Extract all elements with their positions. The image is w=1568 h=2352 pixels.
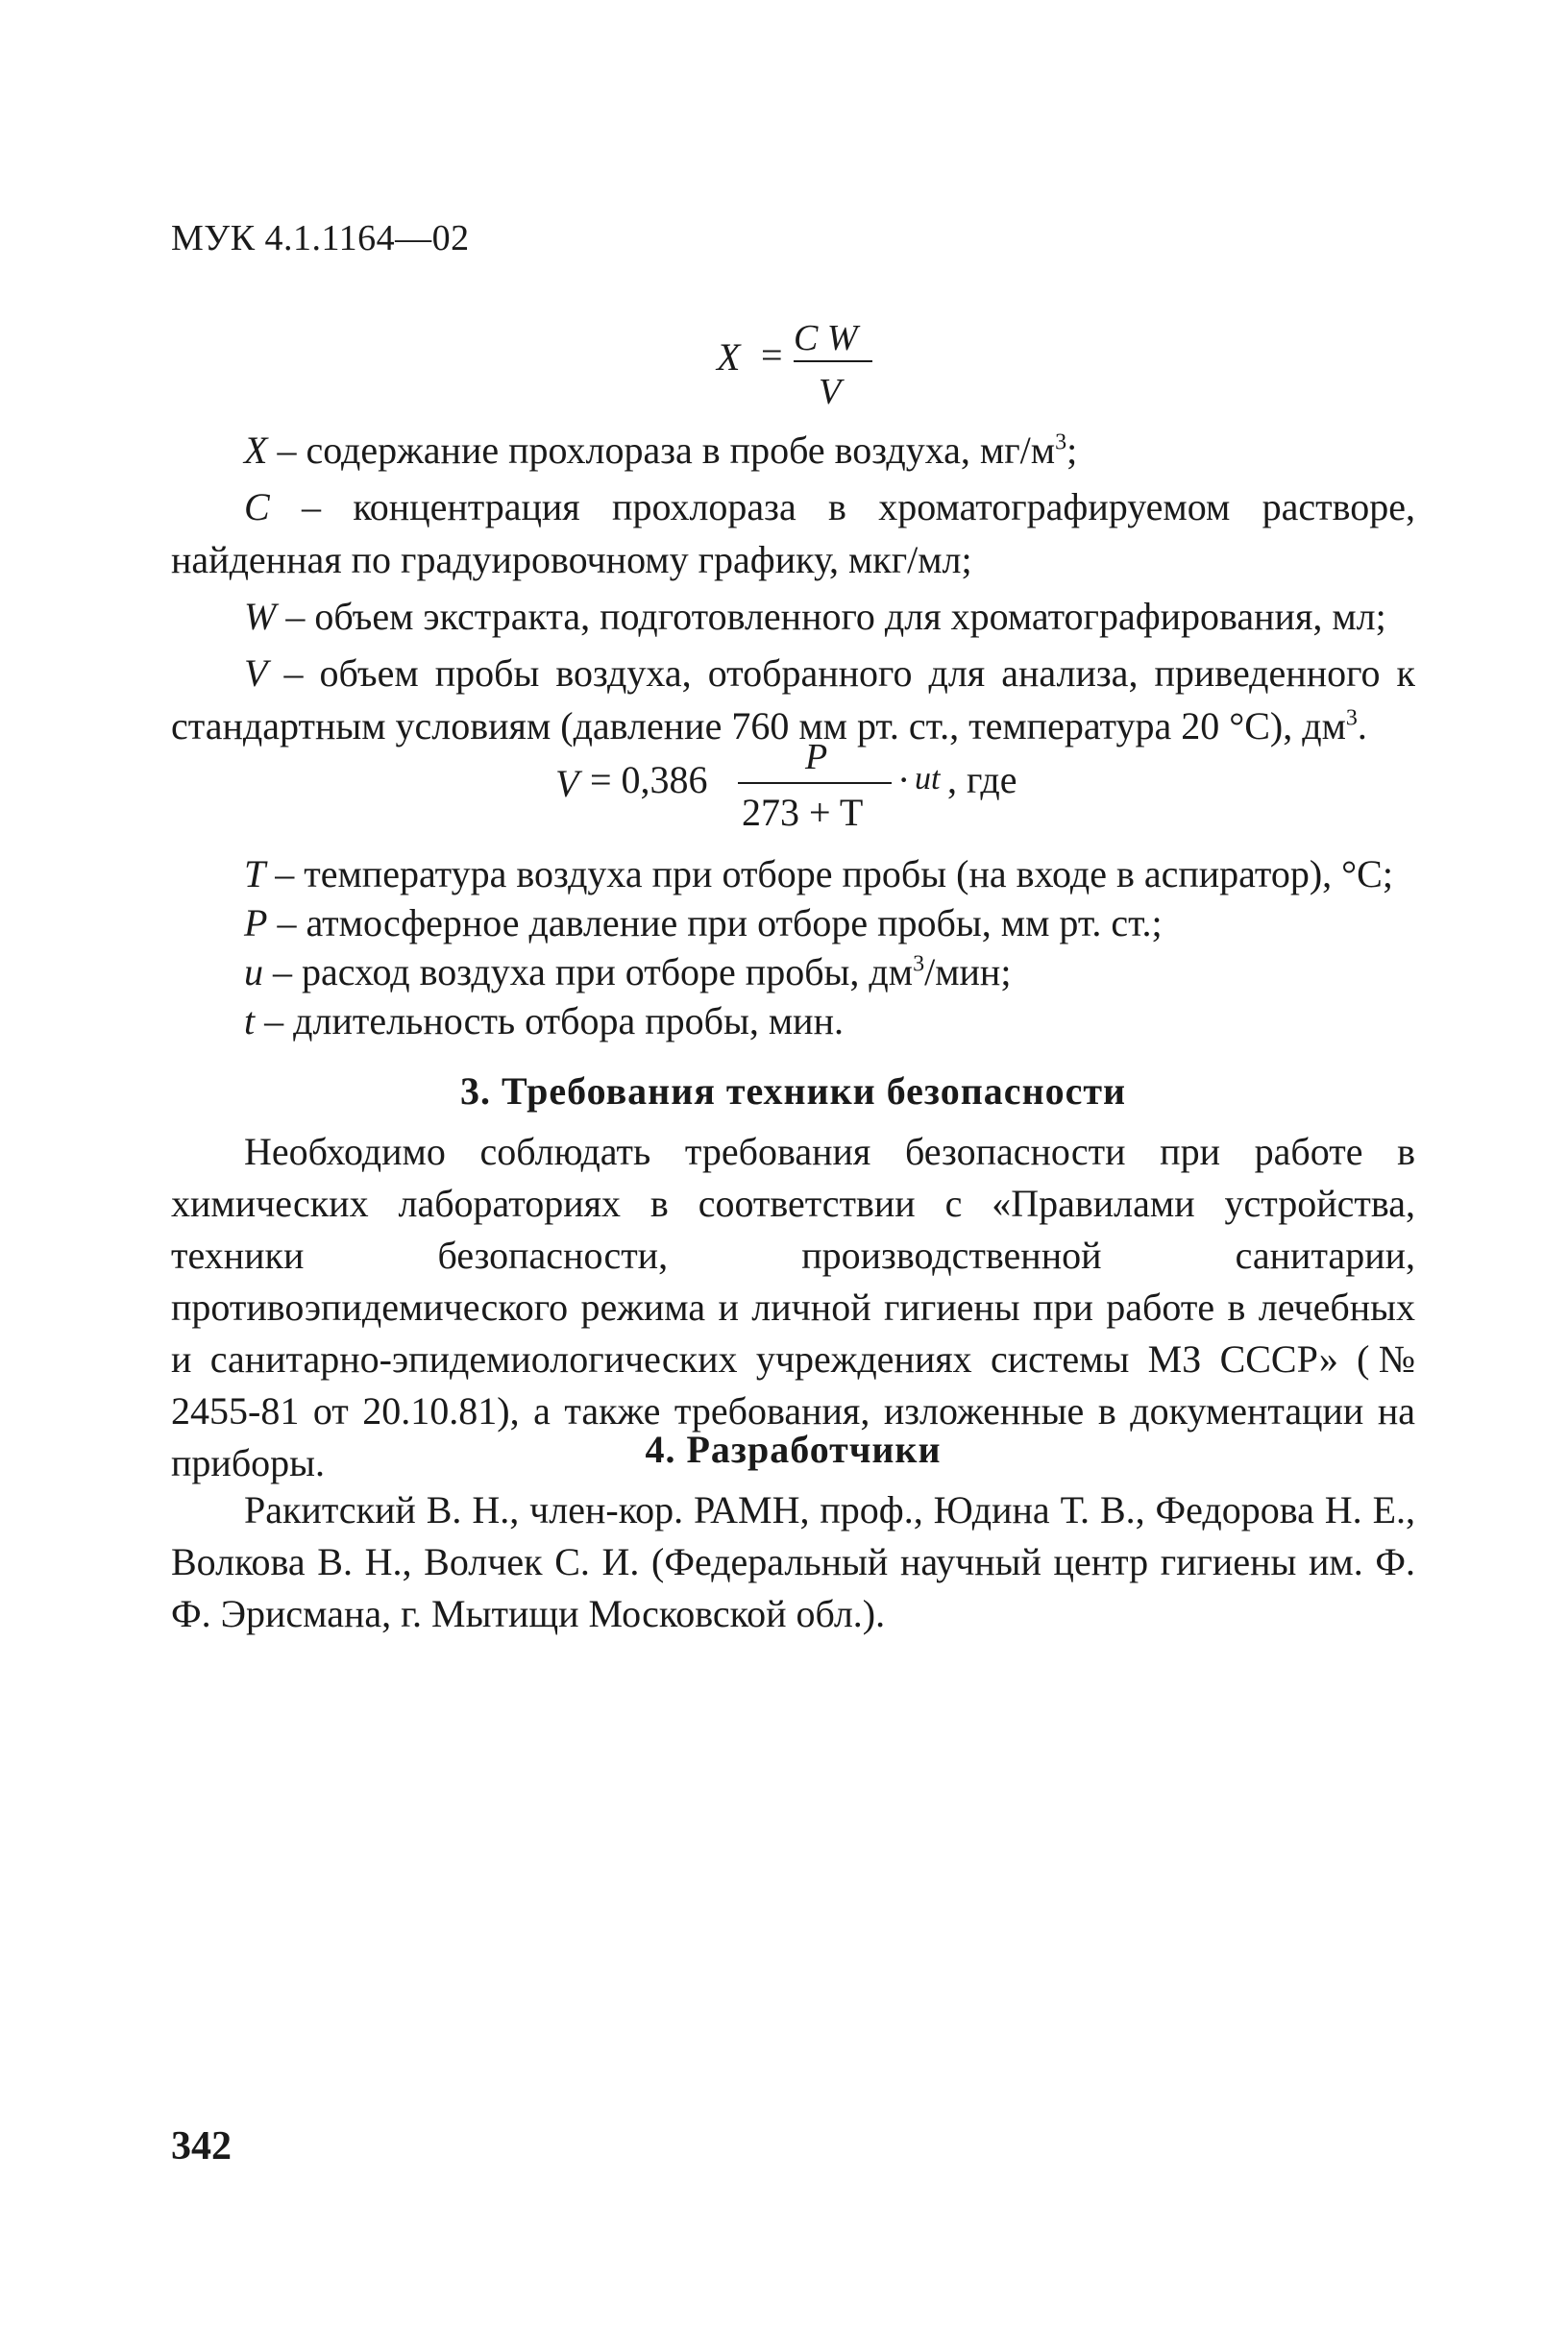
formula2-denominator: 273 + T	[742, 791, 864, 834]
definition-w: W – объем экстракта, подготовленного для хроматографирования, мл;	[244, 595, 1386, 638]
formula1-numerator: C W	[794, 318, 858, 358]
formula2-dot: ·	[897, 758, 911, 801]
definitions-block-2	[171, 847, 1415, 1047]
section-4-heading: 4. Разработчики	[645, 1428, 942, 1471]
section-4-paragraph: Ракитский В. Н., член-кор. РАМН, проф., Юдина Т. В., Федорова Н. Е., Волкова В. Н., Волчек С. И. (Федеральный научный центр гигиены им. Ф. Ф. Эрисмана, г. Мытищи Московской обл.).	[171, 1488, 1415, 1635]
definition-p-pressure: P – атмосферное давление при отборе пробы, мм рт. ст.;	[244, 901, 1163, 944]
section-3-paragraph: Необходимо соблюдать требования безопасности при работе в химических лабораториях в соответствии с «Правилами устройства, техники безопасности, производственной санитарии, противоэпидемического режима и личной гигиены при работе в лечебных и санитарно-эпидемиологических учреждениях системы МЗ СССР» (№ 2455-81 от 20.10.81), а также требования, изложенные в документации на приборы.	[171, 1130, 1415, 1484]
formula2-fraction-bar	[738, 782, 892, 784]
document-code: МУК 4.1.1164—02	[171, 218, 470, 258]
definition-c: C – концентрация прохлораза в хроматографируемом растворе, найденная по градуировочному графику, мкг/мл;	[171, 485, 1415, 581]
formula-air-volume	[0, 0, 1568, 865]
formula1-lhs: X	[717, 335, 741, 379]
formula1-denominator: V	[819, 372, 842, 412]
definition-t-duration: t – длительность отбора пробы, мин.	[244, 999, 844, 1042]
formula2-ut: ut	[915, 761, 941, 796]
definition-x: X – содержание прохлораза в пробе воздуха, $мг/м^3$;	[244, 429, 1078, 472]
definition-t-temperature: T – температура воздуха при отборе пробы (на входе в аспиратор), °С;	[244, 852, 1393, 895]
formula2-numerator: P	[805, 737, 828, 777]
section-3-heading: 3. Требования техники безопасности	[459, 1069, 1127, 1113]
formula1-equals: =	[761, 333, 783, 377]
formula2-where: , где	[947, 758, 1017, 801]
page-number: 342	[171, 2124, 232, 2168]
formula2-lhs: V	[555, 762, 579, 805]
formula2-coefficient: = 0,386	[590, 758, 708, 801]
section-4-body	[171, 1484, 1415, 1640]
definition-v: V – объем пробы воздуха, отобранного для анализа, приведенного к стандартным условиям (давление 760 мм рт. ст., температура 20 °С), $дм^3$.	[171, 651, 1415, 747]
definition-u-flow: u – расход воздуха при отборе пробы, $дм^3$/мин;	[244, 950, 1012, 993]
